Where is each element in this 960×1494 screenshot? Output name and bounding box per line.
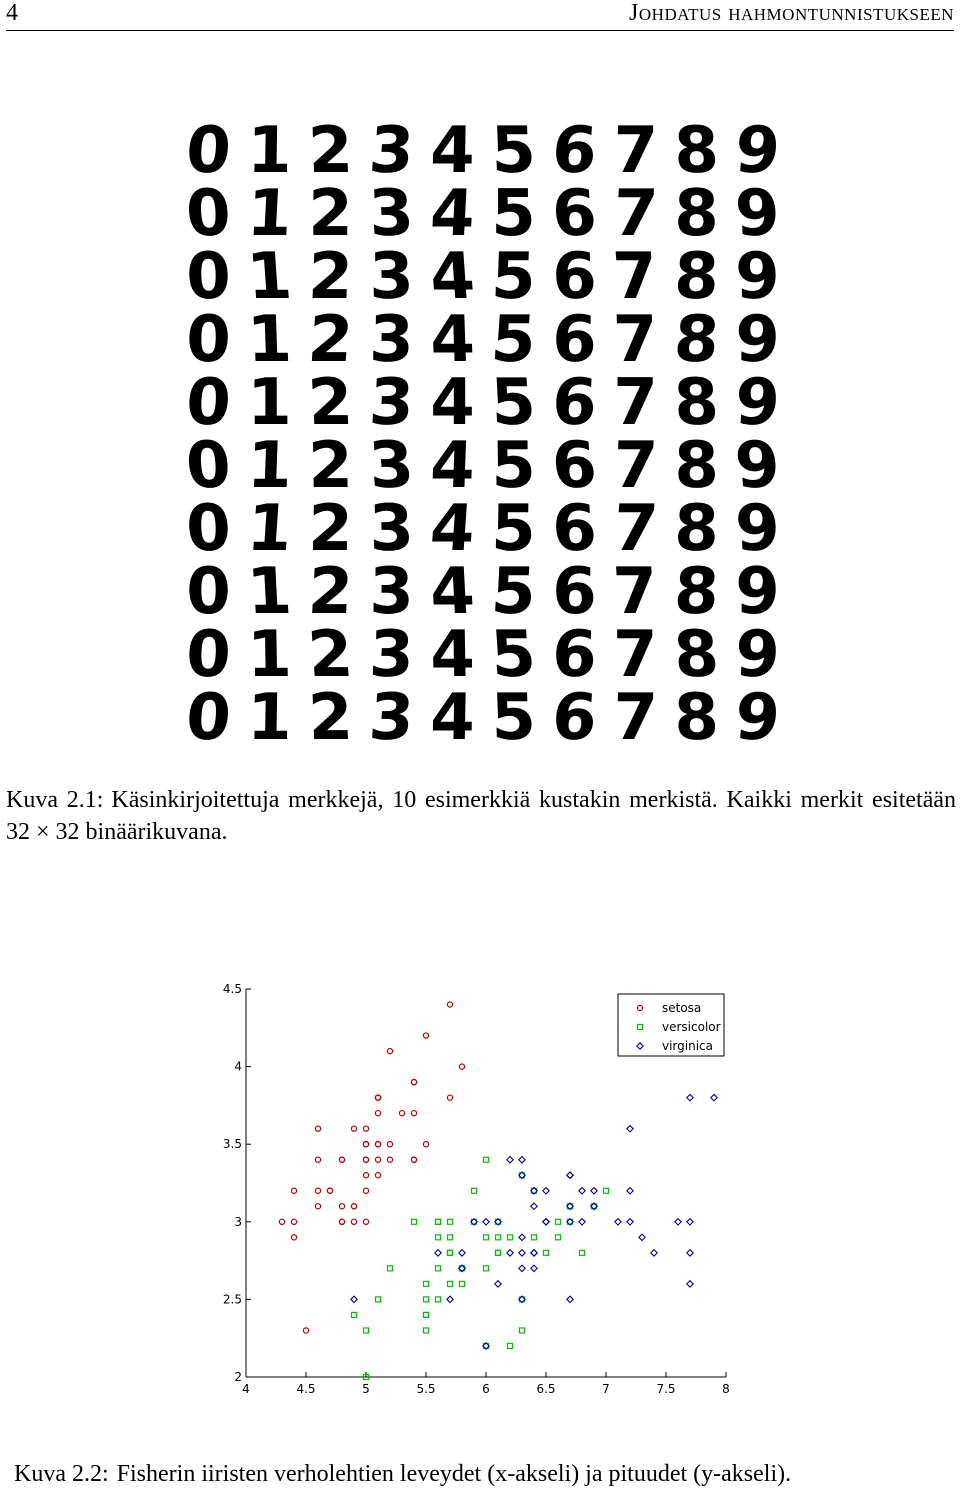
versicolor-point: [472, 1188, 477, 1193]
virginica-point: [519, 1250, 525, 1256]
handwritten-digit: 4: [428, 177, 477, 251]
digit-row: [178, 366, 790, 440]
versicolor-point: [388, 1266, 393, 1271]
versicolor-point: [604, 1188, 609, 1193]
handwritten-digit: 1: [246, 618, 293, 692]
handwritten-digit: 5: [489, 681, 538, 755]
setosa-point: [303, 1328, 308, 1333]
handwritten-digit: 8: [672, 114, 721, 188]
figure-1-caption: [6, 784, 956, 848]
digit-row: [178, 177, 790, 251]
handwritten-digit: 6: [549, 681, 600, 755]
setosa-point: [375, 1157, 380, 1162]
setosa-point: [375, 1142, 380, 1147]
handwritten-digit: 0: [185, 303, 232, 377]
handwritten-digit: 7: [612, 681, 659, 755]
versicolor-point: [424, 1281, 429, 1286]
virginica-point: [543, 1219, 549, 1225]
handwritten-digit: 3: [367, 366, 416, 440]
figure-1-caption-text: Käsinkirjoitettuja merkkejä, 10 esimerkkiä kustakin merkistä. Kaikki merkit esitetään 32 × 32 binäärikuvana.: [6, 787, 956, 845]
handwritten-digit: 0: [186, 555, 231, 629]
setosa-point: [351, 1126, 356, 1131]
handwritten-digit: 5: [489, 114, 538, 188]
virginica-point: [519, 1234, 525, 1240]
handwritten-digit: 0: [183, 114, 234, 188]
virginica-point: [531, 1265, 537, 1271]
virginica-point: [543, 1188, 549, 1194]
x-tick-label: 8: [722, 1382, 730, 1395]
versicolor-point: [496, 1235, 501, 1240]
setosa-point: [387, 1048, 392, 1053]
setosa-point: [327, 1188, 332, 1193]
handwritten-digit: 7: [611, 555, 660, 629]
virginica-point: [543, 1219, 549, 1225]
x-tick-label: 4: [242, 1382, 250, 1395]
handwritten-digit: 5: [490, 492, 537, 566]
versicolor-point: [412, 1219, 417, 1224]
handwritten-digit: 7: [611, 177, 660, 251]
handwritten-digit: 4: [427, 492, 478, 566]
handwritten-digit: 2: [308, 177, 353, 251]
digit-row: [178, 681, 790, 755]
handwritten-digit: 9: [733, 366, 782, 440]
versicolor-point: [556, 1235, 561, 1240]
x-tick-label: 7.5: [656, 1382, 676, 1395]
handwritten-digit: 8: [672, 555, 721, 629]
handwritten-digit: 1: [245, 429, 294, 503]
versicolor-point: [544, 1250, 549, 1255]
handwritten-digit: 8: [672, 240, 721, 314]
setosa-point: [411, 1157, 416, 1162]
setosa-point: [363, 1157, 368, 1162]
handwritten-digit: 0: [183, 681, 234, 755]
handwritten-digit: 4: [427, 240, 478, 314]
setosa-point: [363, 1173, 368, 1178]
virginica-point: [567, 1172, 573, 1178]
x-tick-label: 5.5: [416, 1382, 436, 1395]
x-tick-label: 5: [362, 1382, 370, 1395]
virginica-point: [447, 1296, 453, 1302]
setosa-point: [291, 1188, 296, 1193]
digit-row: [178, 492, 790, 566]
handwritten-digit: 7: [610, 492, 661, 566]
virginica-point: [687, 1219, 693, 1225]
handwritten-digit: 9: [734, 303, 781, 377]
handwritten-digit: 1: [245, 177, 294, 251]
handwritten-digit: 4: [430, 366, 475, 440]
x-tick-label: 6.5: [536, 1382, 556, 1395]
virginica-point: [687, 1250, 693, 1256]
virginica-point: [651, 1250, 657, 1256]
versicolor-point: [352, 1312, 357, 1317]
handwritten-digit: 3: [366, 429, 417, 503]
setosa-point: [315, 1204, 320, 1209]
handwritten-digit: 5: [489, 366, 538, 440]
virginica-point: [567, 1172, 573, 1178]
handwritten-digit: 3: [366, 114, 417, 188]
handwritten-digit: 4: [428, 429, 477, 503]
handwritten-digit: 8: [671, 618, 722, 692]
handwritten-digit: 6: [551, 303, 598, 377]
digit-row: [178, 303, 790, 377]
virginica-point: [543, 1219, 549, 1225]
virginica-point: [615, 1219, 621, 1225]
setosa-point: [423, 1033, 428, 1038]
setosa-point: [291, 1219, 296, 1224]
setosa-point: [363, 1142, 368, 1147]
handwritten-digit: 5: [490, 429, 537, 503]
handwritten-digit: 6: [552, 555, 597, 629]
handwritten-digit: 0: [184, 366, 233, 440]
handwritten-digit: 2: [306, 366, 355, 440]
setosa-point: [411, 1111, 416, 1116]
setosa-point: [459, 1064, 464, 1069]
setosa-point: [351, 1204, 356, 1209]
versicolor-point: [508, 1235, 513, 1240]
virginica-point: [567, 1296, 573, 1302]
virginica-point: [639, 1234, 645, 1240]
setosa-point: [339, 1219, 344, 1224]
iris-scatter-plot: [210, 975, 750, 1395]
versicolor-point: [460, 1281, 465, 1286]
page-number: 4: [6, 0, 18, 26]
handwritten-digit: 2: [306, 555, 355, 629]
handwritten-digit: 9: [733, 492, 782, 566]
virginica-point: [675, 1219, 681, 1225]
handwritten-digit: 6: [550, 492, 599, 566]
versicolor-point: [436, 1235, 441, 1240]
virginica-point: [495, 1281, 501, 1287]
setosa-point: [315, 1157, 320, 1162]
y-tick-label: 2: [234, 1370, 242, 1384]
versicolor-point: [496, 1250, 501, 1255]
handwritten-digit: 4: [429, 114, 476, 188]
handwritten-digit: 1: [246, 681, 293, 755]
digit-row: [178, 429, 790, 503]
x-tick-label: 4.5: [296, 1382, 316, 1395]
handwritten-digit: 9: [733, 618, 782, 692]
y-tick-label: 4: [234, 1059, 242, 1074]
versicolor-point: [448, 1250, 453, 1255]
setosa-point: [315, 1188, 320, 1193]
handwritten-digit: 9: [732, 429, 783, 503]
handwritten-digit: 2: [306, 114, 355, 188]
handwritten-digit: 2: [307, 492, 354, 566]
virginica-point: [531, 1250, 537, 1256]
figure-1-caption-label: Kuva 2.1:: [6, 787, 104, 813]
setosa-point: [447, 1095, 452, 1100]
handwritten-digit: 3: [367, 177, 416, 251]
handwritten-digit: 0: [184, 177, 233, 251]
handwritten-digit: 7: [612, 114, 659, 188]
handwritten-digit: 1: [245, 555, 294, 629]
handwritten-digit: 6: [549, 429, 600, 503]
versicolor-point: [580, 1250, 585, 1255]
versicolor-point: [484, 1266, 489, 1271]
setosa-point: [423, 1142, 428, 1147]
virginica-point: [507, 1250, 513, 1256]
versicolor-point: [520, 1328, 525, 1333]
digit-row: [178, 618, 790, 692]
handwritten-digit: 9: [735, 555, 780, 629]
handwritten-digit: 7: [610, 240, 661, 314]
virginica-point: [687, 1094, 693, 1100]
handwritten-digit: 1: [247, 366, 292, 440]
legend-entry: setosa: [662, 1001, 702, 1015]
versicolor-point: [532, 1235, 537, 1240]
handwritten-digit: 5: [489, 555, 538, 629]
handwritten-digit: 5: [488, 303, 539, 377]
handwritten-digit: 9: [734, 240, 781, 314]
virginica-point: [507, 1157, 513, 1163]
running-header: [6, 0, 954, 31]
handwritten-digit: 2: [306, 240, 355, 314]
versicolor-point: [436, 1297, 441, 1302]
virginica-point: [519, 1157, 525, 1163]
digit-row: [178, 555, 790, 629]
handwritten-digit: 6: [549, 114, 600, 188]
virginica-point: [483, 1219, 489, 1225]
setosa-point: [291, 1235, 296, 1240]
handwritten-digit: 3: [368, 240, 415, 314]
handwritten-digit: 8: [673, 429, 720, 503]
versicolor-point: [448, 1281, 453, 1286]
virginica-point: [627, 1125, 633, 1131]
handwritten-digit: 6: [550, 618, 599, 692]
handwritten-digit: 3: [366, 681, 417, 755]
handwritten-digit: 6: [550, 177, 599, 251]
handwritten-digit: 7: [612, 618, 659, 692]
versicolor-point: [484, 1235, 489, 1240]
versicolor-point: [424, 1297, 429, 1302]
versicolor-point: [424, 1328, 429, 1333]
setosa-point: [387, 1157, 392, 1162]
handwritten-digit: 6: [550, 366, 599, 440]
virginica-point: [591, 1188, 597, 1194]
handwritten-digit: 8: [672, 681, 721, 755]
handwritten-digit: 9: [732, 681, 783, 755]
handwritten-digit: 3: [367, 618, 416, 692]
virginica-point: [711, 1094, 717, 1100]
handwritten-digit: 0: [184, 618, 233, 692]
handwritten-digit: 2: [307, 429, 354, 503]
handwritten-digit: 0: [183, 429, 234, 503]
handwritten-digit: 8: [672, 366, 721, 440]
handwritten-digit: 2: [306, 681, 355, 755]
digit-row: [178, 240, 790, 314]
handwritten-digit: 7: [611, 429, 660, 503]
y-tick-label: 3: [234, 1214, 242, 1229]
versicolor-point: [448, 1219, 453, 1224]
y-tick-label: 4.5: [222, 982, 242, 996]
x-tick-label: 7: [602, 1382, 610, 1395]
running-title: Johdatus hahmontunnistukseen: [629, 0, 954, 26]
versicolor-point: [376, 1297, 381, 1302]
handwritten-digit: 1: [244, 240, 295, 314]
versicolor-point: [436, 1219, 441, 1224]
y-tick-label: 2.5: [222, 1292, 242, 1307]
setosa-point: [411, 1080, 416, 1085]
setosa-point: [375, 1111, 380, 1116]
handwritten-digit: 0: [185, 240, 232, 314]
setosa-point: [375, 1095, 380, 1100]
handwritten-digit: 5: [489, 240, 538, 314]
legend-entry: virginica: [662, 1039, 713, 1053]
virginica-point: [687, 1281, 693, 1287]
setosa-point: [363, 1126, 368, 1131]
handwritten-digit: 8: [671, 303, 722, 377]
figure-2-caption-text: Fisherin iiristen verholehtien leveydet (x-akseli) ja pituudet (y-akseli).: [116, 1461, 792, 1487]
handwritten-digit: 3: [368, 303, 415, 377]
handwritten-digit: 2: [305, 618, 356, 692]
virginica-point: [531, 1250, 537, 1256]
setosa-point: [279, 1219, 284, 1224]
setosa-point: [363, 1219, 368, 1224]
handwritten-digit: 4: [428, 555, 477, 629]
setosa-point: [447, 1002, 452, 1007]
handwritten-digit: 8: [673, 492, 720, 566]
virginica-point: [531, 1203, 537, 1209]
setosa-point: [351, 1219, 356, 1224]
handwritten-digit: 0: [184, 492, 233, 566]
setosa-point: [315, 1126, 320, 1131]
handwritten-digit: 7: [613, 366, 658, 440]
handwritten-digit: 2: [305, 303, 356, 377]
figure-2-caption-label: Kuva 2.2:: [14, 1461, 109, 1487]
virginica-point: [579, 1188, 585, 1194]
handwritten-digit: 4: [429, 681, 476, 755]
handwritten-digit: 8: [674, 177, 719, 251]
setosa-point: [399, 1111, 404, 1116]
versicolor-point: [556, 1219, 561, 1224]
virginica-point: [519, 1265, 525, 1271]
handwritten-digit: 1: [245, 303, 294, 377]
handwritten-digit: 9: [733, 177, 782, 251]
versicolor-point: [436, 1219, 441, 1224]
versicolor-point: [424, 1312, 429, 1317]
virginica-point: [627, 1188, 633, 1194]
handwritten-digit: 5: [488, 618, 539, 692]
virginica-point: [435, 1250, 441, 1256]
setosa-point: [387, 1142, 392, 1147]
setosa-point: [375, 1173, 380, 1178]
digit-row: [178, 114, 790, 188]
virginica-point: [351, 1296, 357, 1302]
handwritten-digit: 6: [551, 240, 598, 314]
versicolor-point: [448, 1250, 453, 1255]
y-tick-label: 3.5: [222, 1137, 242, 1152]
versicolor-point: [424, 1312, 429, 1317]
handwritten-digit: 1: [246, 114, 293, 188]
virginica-point: [459, 1250, 465, 1256]
setosa-point: [363, 1188, 368, 1193]
handwritten-digit: 1: [244, 492, 295, 566]
handwritten-digit: 9: [732, 114, 783, 188]
versicolor-point: [448, 1235, 453, 1240]
handwritten-digit: 3: [367, 492, 416, 566]
setosa-point: [339, 1204, 344, 1209]
versicolor-point: [436, 1266, 441, 1271]
legend-entry: versicolor: [662, 1020, 721, 1034]
handwritten-digit: 5: [491, 177, 536, 251]
versicolor-point: [496, 1250, 501, 1255]
handwritten-digit: 4: [429, 618, 476, 692]
handwritten-digit: 7: [611, 303, 660, 377]
virginica-point: [627, 1219, 633, 1225]
handwritten-digit: 3: [369, 555, 414, 629]
x-tick-label: 6: [482, 1382, 490, 1395]
handwritten-digits-figure: [178, 114, 790, 755]
versicolor-point: [508, 1343, 513, 1348]
figure-2-caption: [14, 1458, 960, 1490]
versicolor-point: [484, 1157, 489, 1162]
versicolor-point: [364, 1328, 369, 1333]
handwritten-digit: 4: [428, 303, 477, 377]
setosa-point: [339, 1157, 344, 1162]
virginica-point: [579, 1219, 585, 1225]
